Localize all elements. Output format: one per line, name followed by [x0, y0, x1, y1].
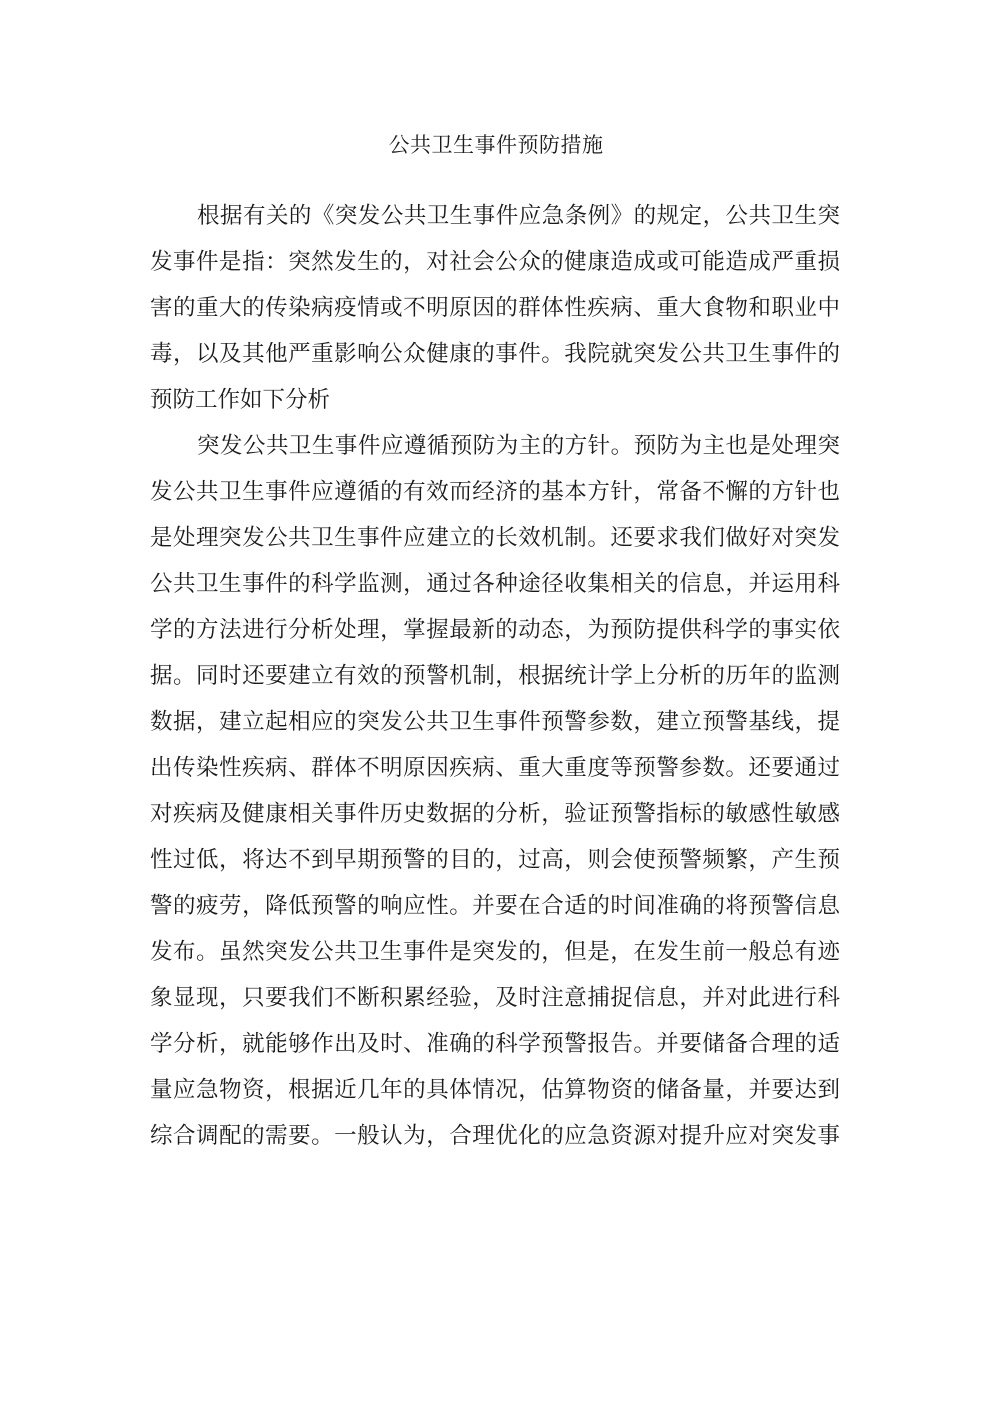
text-line: 据。同时还要建立有效的预警机制，根据统计学上分析的历年的监测 [150, 663, 840, 689]
text-line: 象显现，只要我们不断积累经验，及时注意捕捉信息，并对此进行科 [150, 985, 840, 1011]
text-line: 害的重大的传染病疫情或不明原因的群体性疾病、重大食物和职业中 [150, 295, 840, 321]
text-line: 是处理突发公共卫生事件应建立的长效机制。还要求我们做好对突发 [150, 525, 840, 551]
text-line: 学的方法进行分析处理，掌握最新的动态，为预防提供科学的事实依 [150, 617, 840, 643]
paragraph-definition [150, 193, 840, 423]
text-line: 综合调配的需要。一般认为，合理优化的应急资源对提升应对突发事 [150, 1123, 840, 1149]
text-line: 量应急物资，根据近几年的具体情况，估算物资的储备量，并要达到 [150, 1077, 840, 1103]
text-line: 发公共卫生事件应遵循的有效而经济的基本方针，常备不懈的方针也 [150, 479, 840, 505]
text-line: 毒，以及其他严重影响公众健康的事件。我院就突发公共卫生事件的 [150, 341, 840, 367]
text-line: 公共卫生事件的科学监测，通过各种途径收集相关的信息，并运用科 [150, 571, 840, 597]
text-line: 根据有关的《突发公共卫生事件应急条例》的规定，公共卫生突 [197, 203, 840, 229]
text-line: 性过低，将达不到早期预警的目的，过高，则会使预警频繁，产生预 [150, 847, 840, 873]
text-line: 数据，建立起相应的突发公共卫生事件预警参数，建立预警基线，提 [150, 709, 840, 735]
text-line: 学分析，就能够作出及时、准确的科学预警报告。并要储备合理的适 [150, 1031, 840, 1057]
text-line: 出传染性疾病、群体不明原因疾病、重大重度等预警参数。还要通过 [150, 755, 840, 781]
text-line: 突发公共卫生事件应遵循预防为主的方针。预防为主也是处理突 [197, 433, 840, 459]
text-line: 发布。虽然突发公共卫生事件是突发的，但是，在发生前一般总有迹 [150, 939, 840, 965]
text-line: 发事件是指：突然发生的，对社会公众的健康造成或可能造成严重损 [150, 249, 840, 275]
paragraph-prevention [150, 423, 840, 1159]
document-body [150, 193, 840, 1159]
text-line: 预防工作如下分析 [150, 387, 331, 413]
text-line: 对疾病及健康相关事件历史数据的分析，验证预警指标的敏感性敏感 [150, 801, 840, 827]
document-title: 公共卫生事件预防措施 [388, 133, 604, 157]
text-line: 警的疲劳，降低预警的响应性。并要在合适的时间准确的将预警信息 [150, 893, 840, 919]
